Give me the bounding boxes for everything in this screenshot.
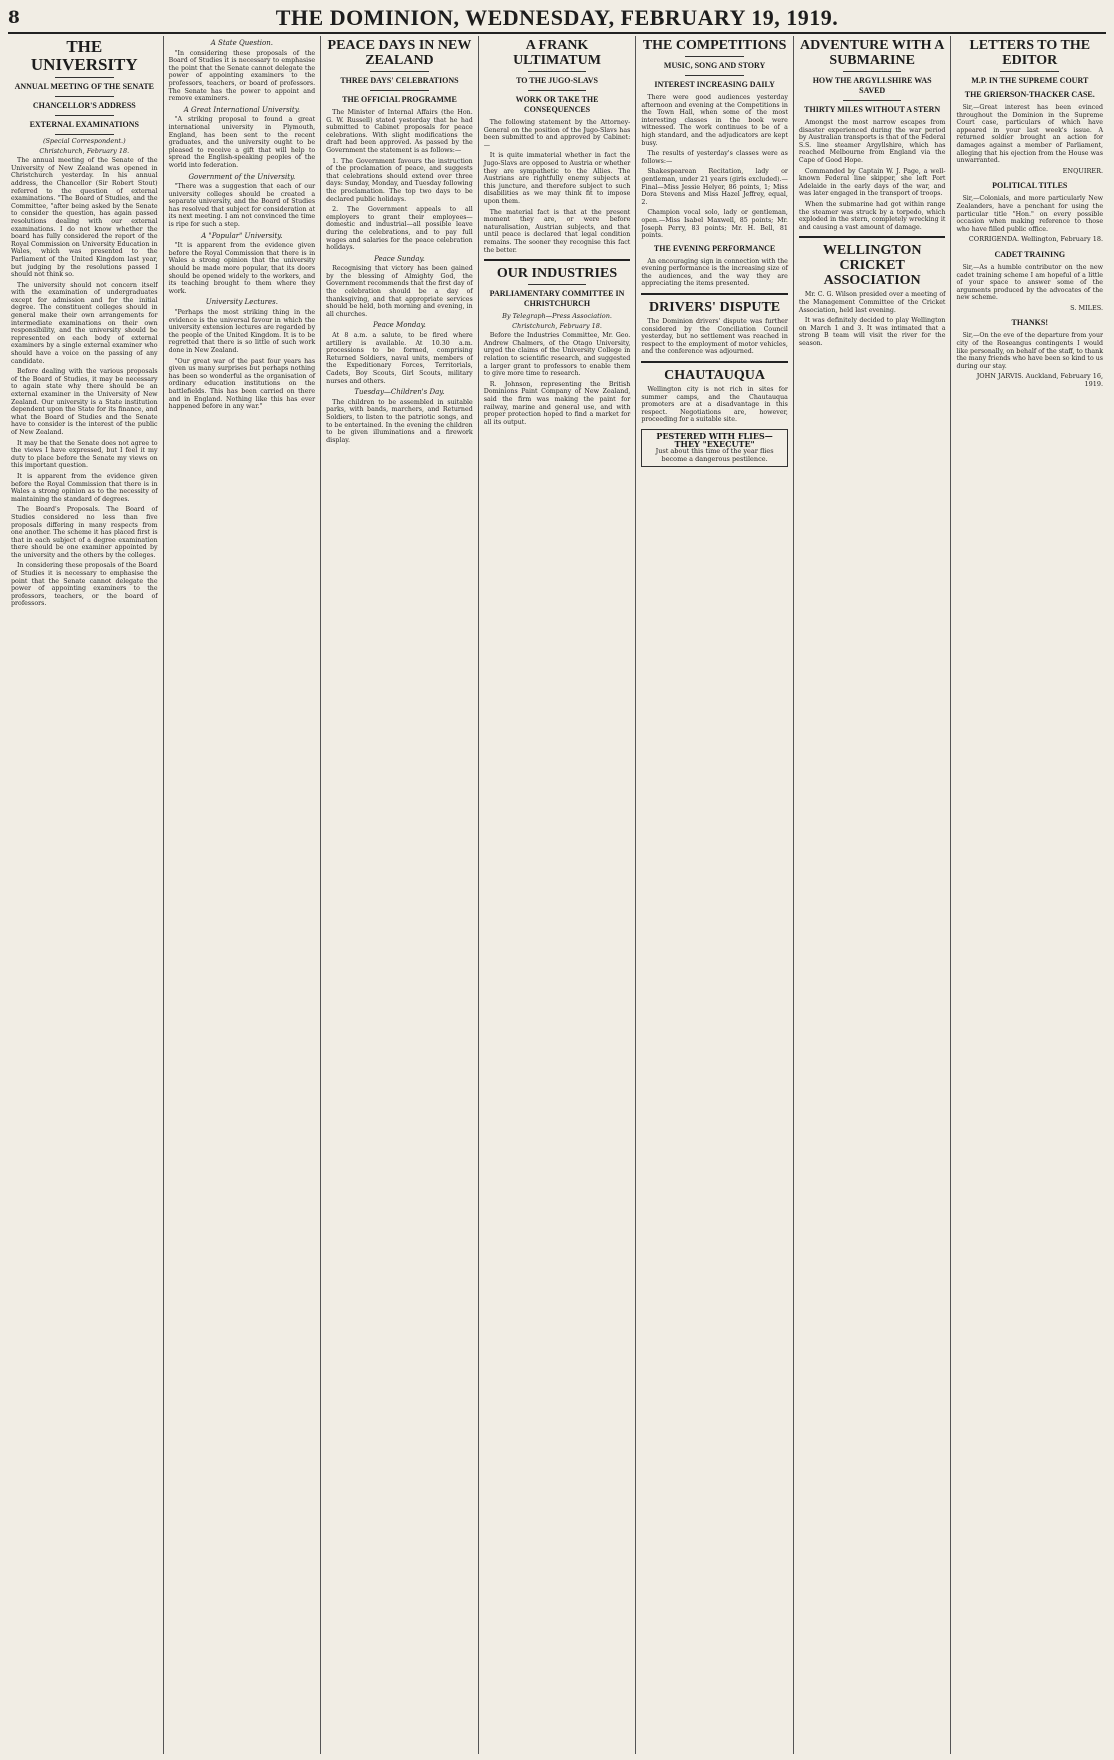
article-paragraph: 2. The Government appeals to all employers to grant their employees—domestic and industrial—all possible leave during the celebrations, and to pay full wages and salaries for the peace celebration holidays. [326,206,473,252]
section-divider [641,293,788,295]
headline-university: THE UNIVERSITY [30,37,138,74]
subhead-cadet-training: CADET TRAINING [994,249,1066,259]
subhead-music: MUSIC, SONG AND STORY [663,61,766,70]
subhead-thirty-miles: THIRTY MILES WITHOUT A STERN [804,105,941,114]
subhead-supreme-court: M.P. IN THE SUPREME COURT [971,76,1089,85]
article-paragraph: An encouraging sign in connection with the evening performance is the increasing size of the audiences, and the way they are appreciating the items presented. [641,257,788,288]
article-paragraph: The annual meeting of the Senate of the University of New Zealand was opened in Christchurch yesterday. In his annual address, the Chancellor (Sir Robert Stout) referred to the question of external examinations. "The Board of Studies, and the Committee, "after being asked by the Senate to consider the question, has again passed resolutions dealing with our external examinations. I do not know whether the board has fully considered the report of the Royal Commission on University Education in Wales, which was presented to the Parliament of the United Kingdom last year, but judging by the resolutions passed I should not think so. [11,157,158,279]
headline-letters: LETTERS TO THE EDITOR [969,38,1091,68]
divider [370,71,429,72]
byline: By Telegraph—Press Association. [502,312,612,321]
letter-paragraph: Sir,—Great interest has been evinced throughout the Dominion in the Supreme Court case, particulars of which have appeared in your last week's issue. A returned soldier brought an action for damages against a member of Parliament, alleging that his ejection from the House was unwarranted. [956,104,1104,165]
column-letters [950,36,1108,1754]
article-paragraph: The Board's Proposals. The Board of Studies considered no less than five proposals differing in many respects from one another. The scheme it has placed first is that in each subject of a degree examination there should be one examiner appointed by the university and the others by the colleges. [11,506,158,559]
article-paragraph: It was definitely decided to play Wellington on March 1 and 3. It was intimated that a strong B team will visit the river for the season. [798,317,946,347]
article-paragraph: Commanded by Captain W. J. Page, a well-known Federal line skipper, she left Port Adelaide in the early days of the war, and was later engaged in the transport of troops. [798,167,946,198]
column-university [6,36,163,1754]
divider [528,71,587,72]
subhead-interest: INTEREST INCREASING DAILY [654,80,775,89]
divider [685,56,744,57]
subhead-consequences: WORK OR TAKE THE CONSEQUENCES [515,95,599,114]
article-paragraph: "In considering these proposals of the Board of Studies it is necessary to emphasise the point that the Senate cannot delegate the power of appointing examiners to the professors, teachers, or board of professors. The Senate has the power to appoint and remove examiners. [168,49,316,103]
column-university-continued [163,36,321,1754]
headline-submarine: ADVENTURE WITH A SUBMARINE [799,38,945,68]
column-submarine [793,36,951,1754]
subhead-senate: ANNUAL MEETING OF THE SENATE [14,82,154,91]
divider [528,90,587,91]
divider [55,115,114,116]
letter-signature: CORRIGENDA. Wellington, February 18. [968,235,1104,244]
divider [685,75,744,76]
column-ultimatum [478,36,636,1754]
headline-drivers: DRIVERS' DISPUTE [649,300,781,316]
columns [6,36,1108,1754]
section-heading: A Great International University. [183,105,300,114]
headline-competitions: THE COMPETITIONS [642,38,787,53]
divider [528,284,587,285]
letter-signature: JOHN JARVIS. Auckland, February 16, 1919. [976,372,1104,389]
subhead-celebrations: THREE DAYS' CELEBRATIONS [340,76,459,85]
column-peace-days [320,36,478,1754]
divider [843,100,902,101]
headline-ultimatum: A FRANK ULTIMATUM [513,38,601,68]
article-paragraph: The Dominion drivers' dispute was further considered by the Conciliation Council yesterday, but no settlement was reached in respect to the employment of motor vehicles, and the conference was adjourned. [641,318,788,356]
headline-chautauqua: CHAUTAUQUA [664,368,766,384]
article-paragraph: At 8 a.m. a salute, to be fired where artillery is available. At 10.30 a.m. processions to be formed, comprising Returned Soldiers, naval units, members of the Expeditionary Forces, Territorials, Cadets, Boy Scouts, Girl Scouts, military nurses and others. [326,332,473,385]
section-heading: Peace Sunday. [374,254,425,263]
article-paragraph: "There was a suggestion that each of our university colleges should be created a separate university, and the Board of Studies has resolved that subject for consideration at its next meeting. I am not convinced the time is ripe for such a step. [168,183,316,229]
byline: (Special Correspondent.) [42,137,126,145]
section-heading: A State Question. [210,39,273,47]
subhead-jugo-slavs: TO THE JUGO-SLAVS [516,76,598,85]
divider [1000,71,1059,72]
article-paragraph: The university should not concern itself with the examination of undergraduates except for admission and for the initial degree. The constituent colleges should in general make their own arrangements for intermediate examinations on their own responsibility, and the university should be represented on each body of external examiners by a single external examiner who should have a voice on the passing of any candidate. [11,281,158,365]
ad-text: Just about this time of the year flies become a dangerous pestilence. [655,447,774,463]
article-paragraph: Mr. C. G. Wilson presided over a meeting of the Management Committee of the Cricket Association, held last evening. [798,291,946,314]
headline-industries: OUR INDUSTRIES [496,266,618,282]
article-paragraph: "Our great war of the past four years has given us many surprises but perhaps nothing has been so wonderful as the organisation of ordinary education institutions on the battlefields. This has been carried on there and in England. Nothing like this has ever happened before in any war." [168,357,316,411]
section-heading: Peace Monday. [373,321,426,330]
article-paragraph: The Minister of Internal Affairs (the Hon. G. W. Russell) stated yesterday that he had submitted to Cabinet proposals for peace celebrations. With slight modifications the draft had been approved. As passed by the Government the statement is as follows:— [326,109,473,154]
letter-signature: S. MILES. [1070,303,1104,312]
masthead [8,4,1106,34]
advertisement [641,429,788,467]
article-paragraph: Before dealing with the various proposals of the Board of Studies, it may be necessary to again state why there should be an external examiner in the University of New Zealand. Our university is a State institution dependent upon the State for its finance, and what the Board of Studies and the Senate have to consider is the interest of the public of New Zealand. [11,368,158,436]
dateline: Christchurch, February 18. [512,321,602,330]
subhead-committee: PARLIAMENTARY COMMITTEE IN CHRISTCHURCH [489,289,625,309]
subhead-external-exams: EXTERNAL EXAMINATIONS [29,120,139,129]
ad-title: PESTERED WITH FLIES— THEY "EXECUTE" [656,431,773,449]
article-paragraph: "A striking proposal to found a great international university in Plymouth, England, has been sent to the recent graduates, and the university ought to be pleased to receive a gift that will help to spread the English-speaking peoples of the world into federation. [168,116,316,169]
divider [843,71,902,72]
subhead-argyllshire: HOW THE ARGYLLSHIRE WAS SAVED [812,76,932,95]
article-paragraph: The material fact is that at the present moment they are, or were before naturalisation, Austrian subjects, and that until peace is declared that legal condition remains. The sooner they recognise this fact the better. [483,208,631,254]
letter-signature: ENQUIRER. [1062,166,1104,175]
divider [55,96,114,97]
article-paragraph: The children to be assembled in suitable parks, with bands, marchers, and Returned Soldiers, to listen to the patriotic songs, and to be entertained. In the evening the children to be given illuminations and a firework display. [326,398,473,444]
subhead-case: THE GRIERSON-THACKER CASE. [964,90,1095,99]
article-paragraph: The following statement by the Attorney-General on the position of the Jugo-Slavs has been submitted to and approved by Cabinet:— [483,119,631,149]
article-paragraph: It is apparent from the evidence given before the Royal Commission that there is in Wales a strong opinion as to the necessity of maintaining the standard of degrees. [11,472,158,503]
article-paragraph: 1. The Government favours the instruction of the proclamation of peace, and suggests that celebrations should extend over three days: Sunday, Monday, and Tuesday following the proclamation. The top two days to be declared public holidays. [326,157,473,203]
section-divider [799,236,946,238]
section-divider [484,259,631,261]
dateline: Christchurch, February 18. [39,146,130,155]
article-paragraph: Amongst the most narrow escapes from disaster experienced during the war period by Australian transports is that of the Federal S.S. line steamer Argyllshire, which has reached Melbourne from England via the Cape of Good Hope. [798,119,946,164]
column-competitions [635,36,793,1754]
headline-cricket: WELLINGTON CRICKET ASSOCIATION [822,243,922,289]
article-paragraph: Before the Industries Committee, Mr. Geo. Andrew Chalmers, of the Otago University, urged the claims of the University College in relation to scientific research, and suggested a larger grant to professors to enable them to give more time to research. [483,332,631,378]
divider [55,134,114,135]
article-paragraph: "It is apparent from the evidence given before the Royal Commission that there is in Wales a strong opinion that the university should be made more popular, that its doors should be opened widely to the workers, and its teaching brought to them where they work. [168,242,316,295]
article-paragraph: R. Johnson, representing the British Dominions Paint Company of New Zealand, said the firm was making the paint for railway, marine and general use, and with proper protection hoped to find a market for all its output. [483,380,631,426]
article-paragraph: "Perhaps the most striking thing in the evidence is the universal favour in which the university extension lectures are regarded by the people of the United Kingdom. It is to be regretted that there is so little of such work done in New Zealand. [168,309,316,354]
section-heading: A "Popular" University. [201,231,283,240]
article-paragraph: It may be that the Senate does not agree to the views I have expressed, but I feel it my duty to place before the Senate my views on this important question. [11,439,158,470]
letter-paragraph: Sir,—As a humble contributor on the new cadet training scheme I am hopeful of a little of your space to answer some of the arguments produced by the advocates of the new scheme. [956,263,1104,302]
divider [370,90,429,91]
article-paragraph: Recognising that victory has been gained by the blessing of Almighty God, the Government recommends that the first day of the celebration should be a day of thanksgiving, and that appropriate services should be held, both morning and evening, in all churches. [326,265,473,318]
letter-paragraph: Sir,—On the eve of the departure from your city of the Roseangus contingents I would like personally, on behalf of the staff, to thank the many friends who have been so kind to us during our stay. [956,332,1104,370]
article-paragraph: It is quite immaterial whether in fact the Jugo-Slavs are opposed to Austria or whether they are sympathetic to the Allies. The Austrians are rightfully enemy subjects at this juncture, and therefore subject to such disabilities as we may think fit to impose upon them. [483,152,631,205]
subhead-thanks: THANKS! [1011,318,1048,328]
section-divider [641,361,788,363]
article-paragraph: Shakespearean Recitation, lady or gentleman, under 21 years (girls excluded).—Final—Miss Jessie Helyer, 86 points, 1; Miss Dora Stevens and Miss Hazel Jeffrey, equal, 2. [641,168,788,206]
article-paragraph: Wellington city is not rich in sites for summer camps, and the Chautauqua promoters are at a disadvantage in this respect. Negotiations are, however, proceeding for a suitable site. [641,386,788,424]
subhead-evening: THE EVENING PERFORMANCE [653,243,776,253]
subhead-chancellor: CHANCELLOR'S ADDRESS [32,101,136,110]
section-heading: University Lectures. [205,298,278,307]
article-paragraph: There were good audiences yesterday afternoon and evening at the Competitions in the Town Hall, when some of the most interesting classes in the book were witnessed. The work continues to be of a high standard, and the adjudicators are kept busy. [641,94,788,147]
subhead-programme: THE OFFICIAL PROGRAMME [342,95,457,104]
section-heading: Government of the University. [188,172,296,181]
letter-paragraph: Sir,—Colonials, and more particularly New Zealanders, have a penchant for using the particular title "Hon." on every possible occasion when making reference to those who have filled public office. [956,195,1104,233]
subhead-political-titles: POLITICAL TITLES [992,181,1068,191]
article-paragraph: The results of yesterday's classes were as follows:— [641,150,788,165]
newspaper-title: THE DOMINION, WEDNESDAY, FEBRUARY 19, 1919. [275,5,839,30]
article-paragraph: Champion vocal solo, lady or gentleman, open.—Miss Isabel Maxwell, 85 points; Mr. Joseph Perry, 83 points; Mr. H. Bell, 81 points. [641,209,788,240]
article-paragraph: In considering these proposals of the Board of Studies it is necessary to emphasise the point that the Senate cannot delegate the power of appointing examiners to the professors, teachers, or the board of professors. [11,562,158,608]
divider [55,77,114,78]
headline-peace-days: PEACE DAYS IN NEW ZEALAND [327,38,472,68]
section-heading: Tuesday—Children's Day. [354,388,445,397]
page-number: 8 [8,8,20,28]
article-paragraph: When the submarine had got within range the steamer was struck by a torpedo, which exploded in the stern, completely wrecking it and causing a vast amount of damage. [798,200,946,231]
